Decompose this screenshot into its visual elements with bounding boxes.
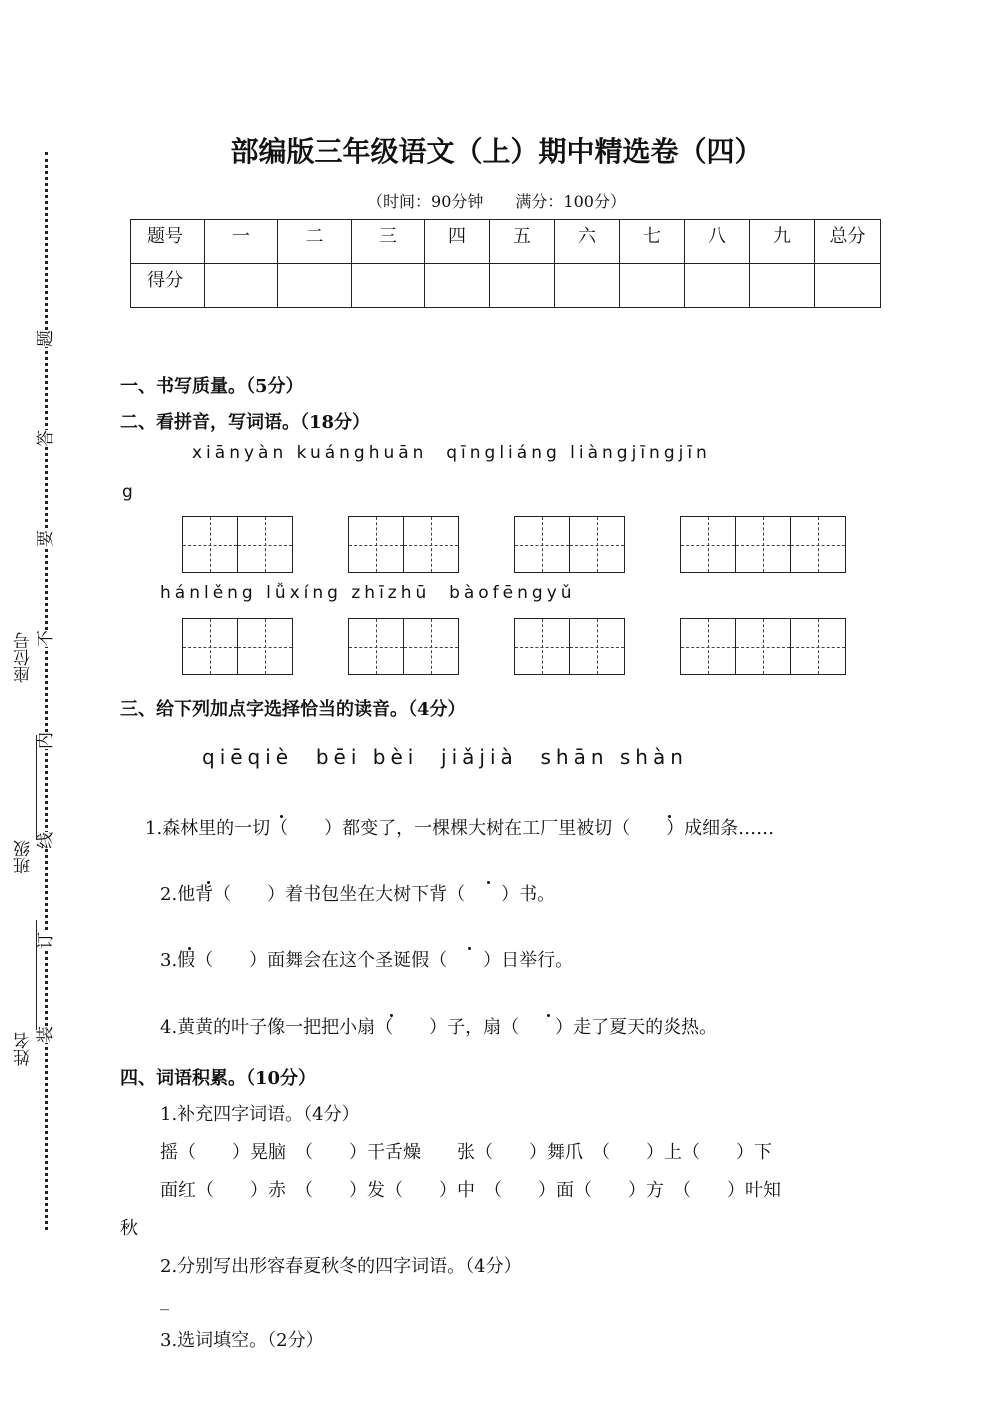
score-input-cell[interactable] [425,264,490,308]
name-blank-line [36,920,37,1030]
table-cell: 七 [620,220,685,264]
writing-cell[interactable] [237,516,293,573]
margin-char: 装 [36,1026,56,1043]
margin-char: 题 [36,330,56,347]
score-table-score-row [131,264,881,308]
score-table-header-row [131,220,881,264]
emphasis-dot [487,881,490,884]
writing-cell[interactable] [680,618,736,675]
table-cell: 四 [425,220,490,264]
writing-cell[interactable] [514,516,570,573]
class-blank-line [36,735,37,840]
writing-cell[interactable] [569,618,625,675]
writing-grid[interactable] [514,618,624,675]
table-cell: 题号 [131,220,205,264]
table-cell: 总分 [815,220,881,264]
score-input-cell[interactable] [815,264,881,308]
idiom-fill-line: 摇（ ）晃脑 （ ）干舌燥 张（ ）舞爪 （ ）上（ ）下 [160,1142,772,1163]
table-cell: 一 [205,220,278,264]
question-item: 1.森林里的一切（ ）都变了，一棵棵大树在工厂里被切（ ）成细条…… [145,818,775,839]
answer-blank[interactable]: _ [160,1290,169,1311]
writing-grid[interactable] [514,516,624,573]
question-title: 2.分别写出形容春夏秋冬的四字词语。（4分） [160,1256,522,1277]
score-input-cell[interactable] [685,264,750,308]
writing-cell[interactable] [735,516,791,573]
score-table [130,219,881,308]
emphasis-dot [668,815,671,818]
table-cell: 二 [278,220,352,264]
pinyin-row-1: xiānyàn kuánghuān qīngliáng liàngjīngjīn [192,443,711,463]
writing-cell[interactable] [237,618,293,675]
exam-time-score: （时间：90分钟 满分：100分） [367,192,626,211]
emphasis-dot [207,881,210,884]
writing-grid[interactable] [348,618,458,675]
margin-char: 要 [36,530,56,547]
class-label: 班级 [14,840,34,874]
writing-cell[interactable] [790,618,846,675]
margin-char: 内 [36,732,56,749]
pinyin-row-2: hánlěng lǚxíng zhīzhū bàofēngyǔ [160,583,576,603]
writing-cell[interactable] [348,618,404,675]
binding-dotted-line [45,152,48,1230]
score-input-cell[interactable] [278,264,352,308]
margin-char: 线 [36,832,56,849]
writing-cell[interactable] [403,516,459,573]
name-label: 姓名 [14,1032,34,1066]
emphasis-dot [468,947,471,950]
idiom-fill-line: 面红（ ）赤 （ ）发（ ）中 （ ）面（ ）方 （ ）叶知 [160,1180,781,1201]
question-item: 4.黄黄的叶子像一把把小扇（ ）子，扇（ ）走了夏天的炎热。 [160,1017,718,1038]
emphasis-dot [188,947,191,950]
emphasis-dot [280,815,283,818]
section-1-title: 一、书写质量。（5分） [120,376,304,397]
margin-char: 不 [36,630,56,647]
table-cell: 五 [490,220,555,264]
writing-cell[interactable] [514,618,570,675]
section-3-title: 三、给下列加点字选择恰当的读音。（4分） [120,699,466,720]
page-title: 部编版三年级语文（上）期中精选卷（四） [230,135,763,168]
section-4-title: 四、词语积累。（10分） [120,1068,317,1089]
table-cell: 六 [555,220,620,264]
writing-cell[interactable] [680,516,736,573]
pinyin-row-1-wrap: g [122,482,137,502]
idiom-fill-line-wrap: 秋 [120,1218,138,1239]
margin-char: 答 [36,430,56,447]
score-input-cell[interactable] [620,264,685,308]
score-input-cell[interactable] [352,264,425,308]
score-input-cell[interactable] [750,264,815,308]
margin-char: 订 [36,932,56,949]
writing-grid[interactable] [348,516,458,573]
table-cell: 得分 [131,264,205,308]
table-cell: 九 [750,220,815,264]
writing-cell[interactable] [403,618,459,675]
table-cell: 三 [352,220,425,264]
table-cell: 八 [685,220,750,264]
pronunciation-options: qiēqiè bēi bèi jiǎjià shān shàn [202,745,688,769]
writing-grid[interactable] [182,618,292,675]
score-input-cell[interactable] [555,264,620,308]
writing-cell[interactable] [790,516,846,573]
writing-grid[interactable] [182,516,292,573]
writing-grid[interactable] [680,516,845,573]
emphasis-dot [390,1014,393,1017]
writing-cell[interactable] [348,516,404,573]
question-item: 3.假（ ）面舞会在这个圣诞假（ ）日举行。 [160,950,574,971]
score-input-cell[interactable] [490,264,555,308]
writing-grid[interactable] [680,618,845,675]
score-input-cell[interactable] [205,264,278,308]
question-item: 2.他背（ ）着书包坐在大树下背（ ）书。 [160,884,556,905]
writing-cell[interactable] [182,516,238,573]
emphasis-dot [547,1014,550,1017]
section-2-title: 二、看拼音，写词语。（18分） [120,412,371,433]
writing-cell[interactable] [182,618,238,675]
writing-cell[interactable] [735,618,791,675]
writing-cell[interactable] [569,516,625,573]
seat-number-label: 座位号 [14,632,34,683]
question-title: 3.选词填空。（2分） [160,1330,324,1351]
question-title: 1.补充四字词语。（4分） [160,1104,360,1125]
